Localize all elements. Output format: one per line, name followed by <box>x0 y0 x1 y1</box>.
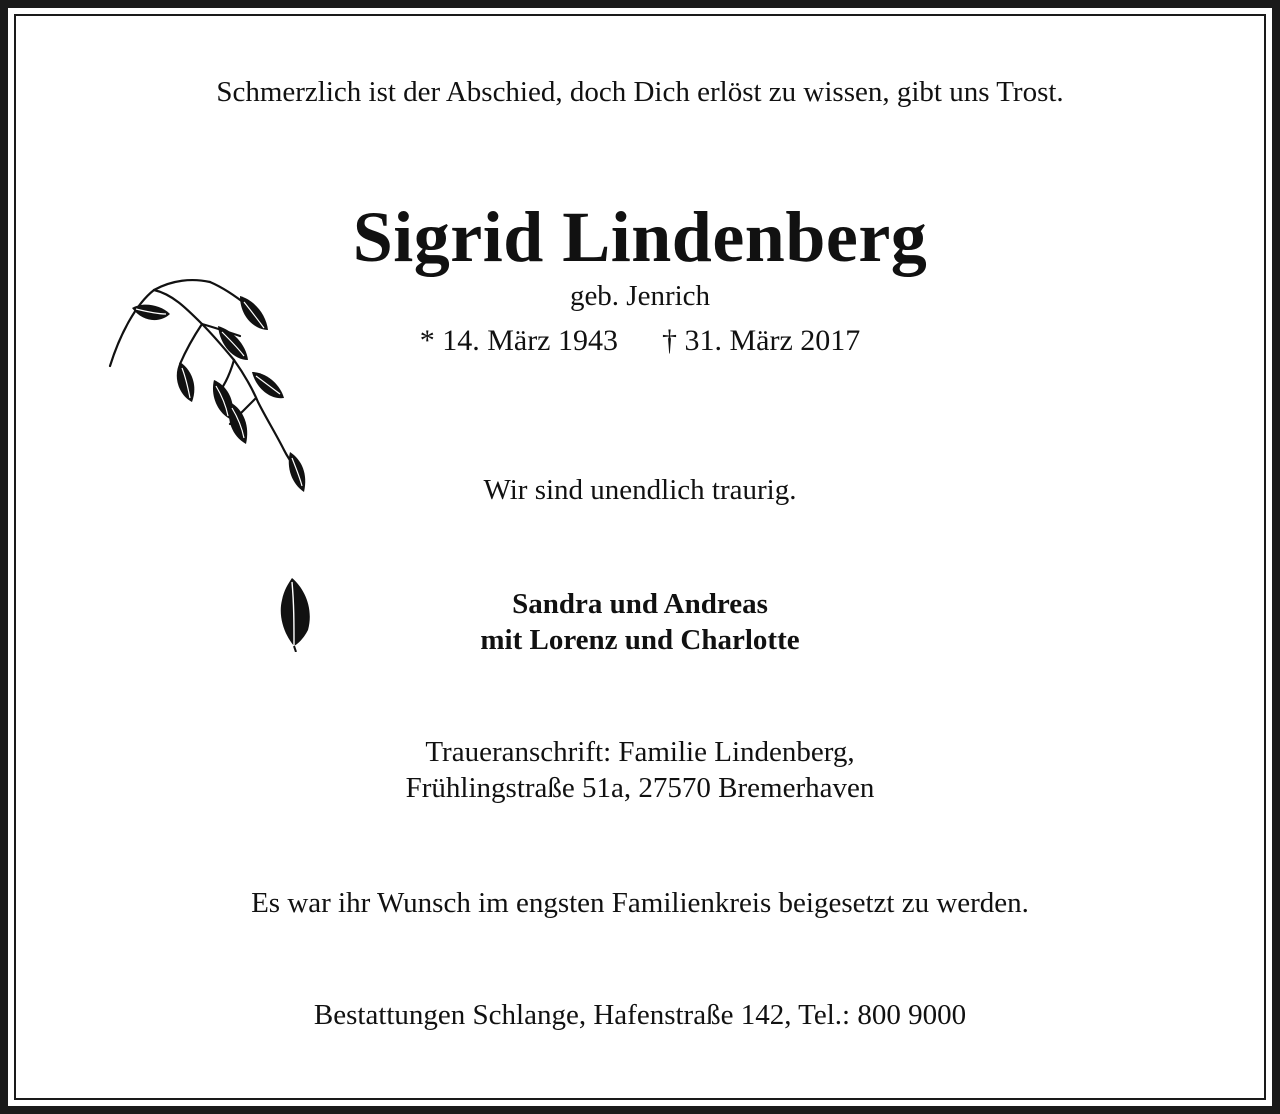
mourners-line-1: Sandra und Andreas <box>512 588 768 620</box>
deceased-name: Sigrid Lindenberg <box>352 197 928 277</box>
mourning-address-line-2: Frühlingstraße 51a, 27570 Bremerhaven <box>405 772 875 804</box>
motto: Schmerzlich ist der Abschied, doch Dich erlöst zu wissen, gibt uns Trost. <box>216 76 1064 108</box>
inner-border <box>14 14 1266 1100</box>
sentiment-line: Wir sind unendlich traurig. <box>483 474 797 506</box>
maiden-name: geb. Jenrich <box>569 280 711 312</box>
mourners-line-2: mit Lorenz und Charlotte <box>480 624 800 656</box>
mourning-address-line-1: Traueranschrift: Familie Lindenberg, <box>425 736 855 768</box>
funeral-note: Es war ihr Wunsch im engsten Familienkreis beigesetzt zu werden. <box>251 887 1029 919</box>
undertaker-info: Bestattungen Schlange, Hafenstraße 142, Tel.: 800 9000 <box>313 999 967 1031</box>
birch-branch-icon <box>106 274 322 504</box>
death-date: † 31. März 2017 <box>662 324 861 357</box>
birth-date: * 14. März 1943 <box>419 324 618 357</box>
